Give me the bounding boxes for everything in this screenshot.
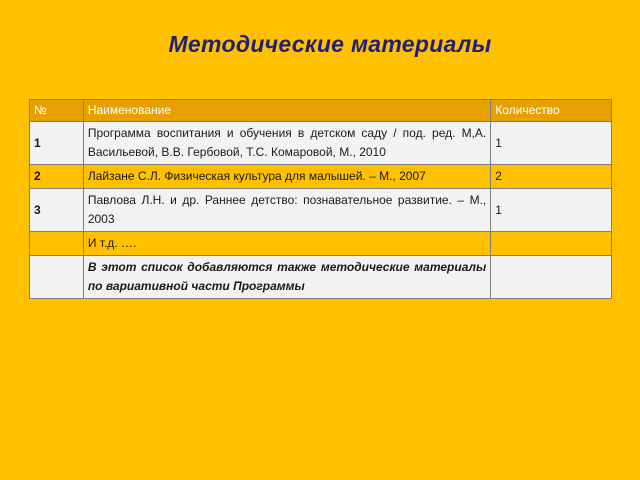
row-num <box>30 256 84 299</box>
row-qty: 2 <box>491 165 612 189</box>
header-qty: Количество <box>491 100 612 122</box>
row-name: И т.д. …. <box>83 232 490 256</box>
table-row <box>30 122 612 165</box>
row-name: Программа воспитания и обучения в детском саду / под. ред. М,А. Васильевой, В.В. Гербовой, Т.С. Комаровой, М., 2010 <box>83 122 490 165</box>
page-title: Методические материалы <box>168 31 492 57</box>
row-num: 2 <box>30 165 84 189</box>
row-name: Лайзане С.Л. Физическая культура для малышей. – М., 2007 <box>83 165 490 189</box>
row-num: 3 <box>30 189 84 232</box>
table-row <box>30 232 612 256</box>
row-num: 1 <box>30 122 84 165</box>
materials-table <box>29 99 612 299</box>
row-qty: 1 <box>491 122 612 165</box>
table-row <box>30 189 612 232</box>
row-qty <box>491 256 612 299</box>
row-qty: 1 <box>491 189 612 232</box>
header-name: Наименование <box>83 100 490 122</box>
row-name: Павлова Л.Н. и др. Раннее детство: познавательное развитие. – М., 2003 <box>83 189 490 232</box>
table-row <box>30 256 612 299</box>
row-qty <box>491 232 612 256</box>
table-row <box>30 165 612 189</box>
header-num: № <box>30 100 84 122</box>
table-header-row <box>30 100 612 122</box>
row-num <box>30 232 84 256</box>
row-note: В этот список добавляются также методические материалы по вариативной части Программы <box>83 256 490 299</box>
